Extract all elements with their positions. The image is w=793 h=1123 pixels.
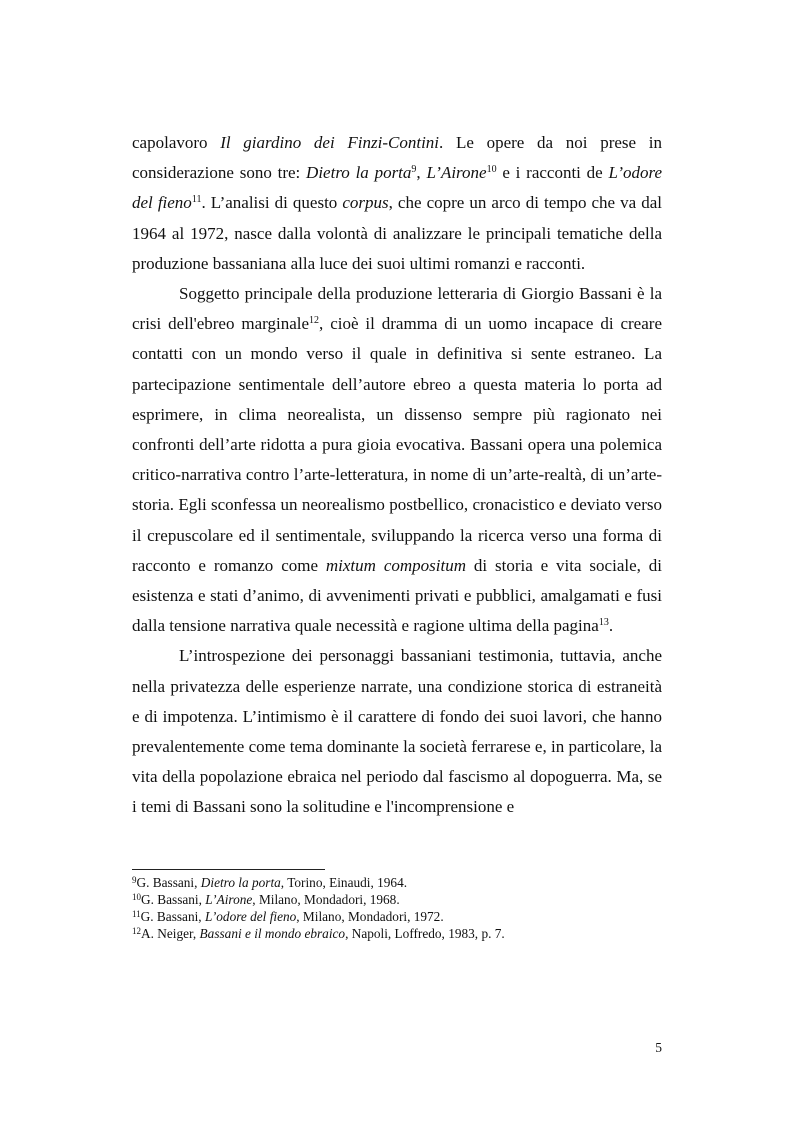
- italic-term: corpus: [342, 193, 389, 213]
- text-run: .: [608, 616, 614, 636]
- footnote-publisher: , Napoli, Loffredo, 1983, p. 7.: [345, 926, 505, 941]
- paragraph-3: [132, 641, 662, 822]
- italic-term: mixtum compositum: [325, 555, 466, 575]
- footnote-title: Dietro la porta: [200, 875, 281, 890]
- italic-title: L’odore del fieno: [132, 163, 663, 213]
- footnote-number: 10: [132, 892, 141, 902]
- footnote-ref-12[interactable]: 12: [309, 315, 320, 327]
- text-run: , cioè il dramma di un uomo incapace di creare contatti con un mondo verso il quale in definitiva si sente estraneo. La partecipazione sentimentale dell’autore ebreo a questa materia lo porta ad esprimere, in clima neorealista, un dissenso sempre più ragionato nei confronti dell’arte ridotta a pura gioia evocativa. Bassani opera una polemica critico-narrativa contro l’arte-letteratura, in nome di un’arte-realtà, di un’arte-storia. Egli sconfessa un neorealismo postbellico, cronacistico e deviato verso il crepuscolare ed il sentimentale, sviluppando la ricerca verso una forma di racconto e romanzo come: [132, 314, 662, 575]
- text-run: Soggetto principale della produzione letteraria di Giorgio Bassani è la crisi dell'ebreo marginale: [132, 284, 662, 334]
- paragraph-1: [132, 128, 662, 279]
- footnote-author: G. Bassani,: [141, 892, 206, 907]
- text-run: L’introspezione dei personaggi bassaniani testimonia, tuttavia, anche nella privatezza delle esperienze narrate, una condizione storica di estraneità e di impotenza. L’intimismo è il carattere di fondo dei suoi lavori, che hanno prevalentemente come tema dominante la società ferrarese e, in particolare, la vita della popolazione ebraica nel periodo dal fascismo al dopoguerra. Ma, se i temi di Bassani sono la solitudine e l'incomprensione e: [132, 646, 662, 817]
- page-number: 5: [655, 1040, 662, 1055]
- italic-title: L’Airone: [426, 163, 487, 183]
- footnote-publisher: , Torino, Einaudi, 1964.: [280, 875, 408, 890]
- footnote-11: [132, 908, 662, 925]
- footnote-title: L’odore del fieno: [204, 909, 297, 924]
- footnote-author: A. Neiger,: [141, 926, 200, 941]
- footnote-number: 12: [132, 926, 141, 936]
- paragraph-2: [132, 279, 662, 641]
- footnote-number: 9: [132, 875, 137, 885]
- footnote-separator: [132, 869, 325, 870]
- text-run: , che copre un arco di tempo che va dal 1964 al 1972, nasce dalla volontà di analizzare le principali tematiche della produzione bassaniana alla luce dei suoi ultimi romanzi e racconti.: [132, 193, 663, 273]
- footnote-ref-9[interactable]: 9: [411, 164, 417, 176]
- footnote-10: [132, 891, 662, 908]
- footnote-ref-11[interactable]: 11: [191, 194, 202, 206]
- text-run: . L’analisi di questo: [201, 193, 343, 213]
- text-run: di storia e vita sociale, di esistenza e stati d’animo, di avvenimenti privati e pubblici, amalgamati e fusi dalla tensione narrativa quale necessità e ragione ultima della pagina: [132, 555, 662, 636]
- text-run: ,: [416, 163, 427, 183]
- footnote-author: G. Bassani,: [136, 875, 201, 890]
- text-run: . Le opere da noi prese in considerazione sono tre:: [132, 133, 662, 183]
- footnote-ref-13[interactable]: 13: [598, 617, 609, 629]
- footnote-number: 11: [132, 909, 141, 919]
- footnote-ref-10[interactable]: 10: [486, 164, 497, 176]
- text-run: capolavoro: [132, 133, 221, 152]
- footnote-title: Bassani e il mondo ebraico: [199, 926, 346, 941]
- footnote-publisher: , Milano, Mondadori, 1972.: [296, 909, 444, 924]
- footnotes: [132, 874, 662, 942]
- italic-title: Il giardino dei Finzi-Contini: [220, 133, 440, 152]
- footnote-author: G. Bassani,: [140, 909, 205, 924]
- footnote-publisher: , Milano, Mondadori, 1968.: [252, 892, 400, 907]
- italic-title: Dietro la porta: [306, 163, 412, 183]
- text-run: e i racconti de: [496, 163, 609, 183]
- body-text: [132, 128, 662, 823]
- footnote-title: L’Airone: [205, 892, 253, 907]
- footnote-12: [132, 925, 662, 942]
- footnote-9: [132, 874, 662, 891]
